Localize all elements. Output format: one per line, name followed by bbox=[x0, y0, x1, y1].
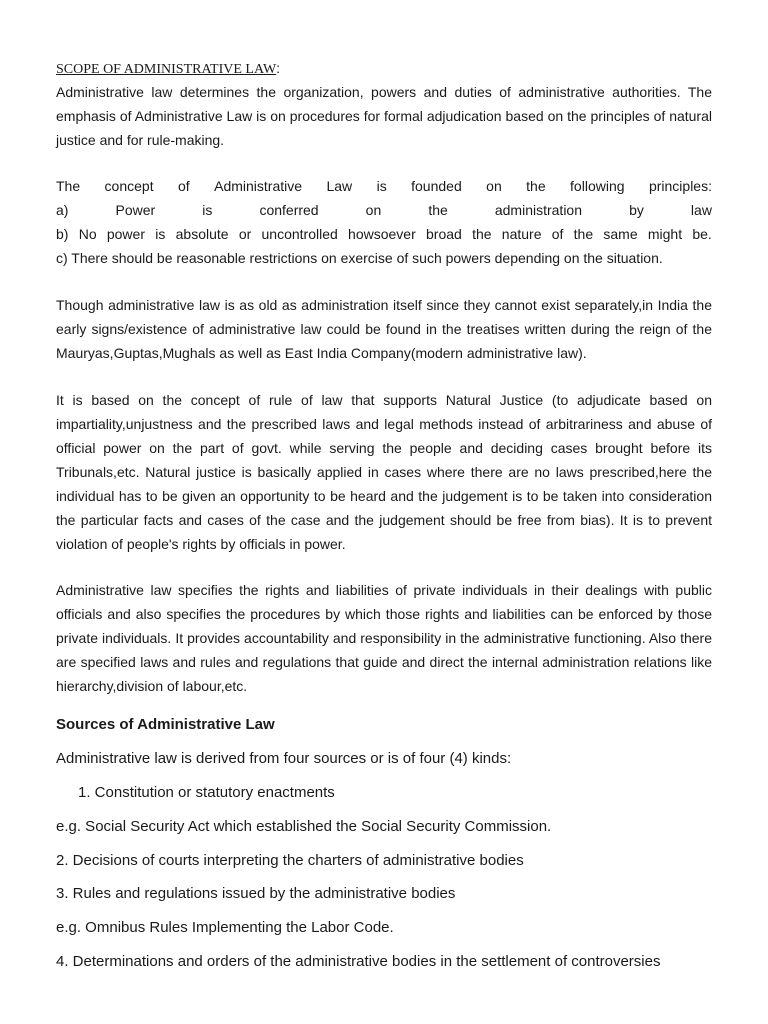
word: power bbox=[106, 226, 145, 242]
word: on bbox=[365, 202, 382, 218]
word: b) bbox=[56, 226, 69, 242]
source-item-2: 2. Decisions of courts interpreting the charters of administrative bodies bbox=[56, 852, 524, 869]
word: is bbox=[202, 202, 213, 218]
scope-title-line bbox=[56, 56, 712, 82]
word: by bbox=[629, 202, 644, 218]
word: Administrative bbox=[214, 178, 303, 194]
word: No bbox=[78, 226, 97, 242]
word: conferred bbox=[259, 202, 319, 218]
example-1: e.g. Social Security Act which established the Social Security Commission. bbox=[56, 818, 552, 835]
word: uncontrolled bbox=[261, 226, 338, 242]
sources-heading: Sources of Administrative Law bbox=[56, 716, 275, 733]
word: nature bbox=[501, 226, 542, 242]
word: The bbox=[56, 178, 81, 194]
word: the bbox=[526, 178, 546, 194]
word: founded bbox=[411, 178, 462, 194]
rights-liabilities-paragraph: Administrative law specifies the rights and liabilities of private individuals in their dealings with public officials and also specifies the procedures by which those rights and liabilities can be enforced by those private individuals. It provides accountability and responsibility in the administrative functioning. Also there are specified laws and rules and regulations that guide and direct the internal administration relations like hierarchy,division of labour,etc. bbox=[56, 582, 712, 694]
word: Law bbox=[326, 178, 353, 194]
word: the bbox=[428, 202, 448, 218]
word: law bbox=[690, 202, 712, 218]
word: following bbox=[570, 178, 625, 194]
word: might bbox=[647, 226, 683, 242]
word: broad bbox=[426, 226, 462, 242]
example-3: e.g. Omnibus Rules Implementing the Labor Code. bbox=[56, 919, 394, 936]
principles-intro-line bbox=[56, 174, 712, 198]
word: howsoever bbox=[348, 226, 416, 242]
word: the bbox=[472, 226, 492, 242]
principle-c: c) There should be reasonable restrictions on exercise of such powers depending on the situation. bbox=[56, 250, 663, 266]
sources-intro: Administrative law is derived from four sources or is of four (4) kinds: bbox=[56, 750, 512, 767]
word: is bbox=[376, 178, 387, 194]
word: same bbox=[603, 226, 638, 242]
word: a) bbox=[56, 202, 69, 218]
word: administration bbox=[494, 202, 582, 218]
scope-title-colon: : bbox=[276, 60, 281, 76]
history-paragraph: Though administrative law is as old as administration itself since they cannot exist separately,in India the early signs/existence of administrative law could be found in the treatises written during the reign of the Mauryas,Guptas,Mughals as well as East India Company(modern administrative law). bbox=[56, 297, 712, 361]
source-item-1: 1. Constitution or statutory enactments bbox=[78, 784, 335, 801]
scope-title: SCOPE OF ADMINISTRATIVE LAW bbox=[56, 62, 277, 77]
source-item-4: 4. Determinations and orders of the administrative bodies in the settlement of controversies bbox=[56, 953, 661, 970]
intro-paragraph: Administrative law determines the organization, powers and duties of administrative authorities. The emphasis of Administrative Law is on procedures for formal adjudication based on the principles of natural justice and for rule-making. bbox=[56, 84, 712, 148]
principle-b bbox=[56, 222, 712, 246]
word: is bbox=[155, 226, 166, 242]
word: Power bbox=[115, 202, 156, 218]
word: concept bbox=[104, 178, 154, 194]
source-item-3: 3. Rules and regulations issued by the administrative bodies bbox=[56, 885, 456, 902]
word: of bbox=[178, 178, 190, 194]
word: of bbox=[551, 226, 564, 242]
word: absolute bbox=[175, 226, 229, 242]
word: be. bbox=[692, 226, 712, 242]
word: on bbox=[486, 178, 502, 194]
word: principles: bbox=[648, 178, 712, 194]
word: or bbox=[238, 226, 252, 242]
word: the bbox=[573, 226, 594, 242]
natural-justice-paragraph: It is based on the concept of rule of law that supports Natural Justice (to adjudicate based on impartiality,unjustness and the prescribed laws and legal methods instead of arbitrariness and abuse of official power on the part of govt. while serving the people and deciding cases brought before its Tribunals,etc. Natural justice is basically applied in cases where there are no laws prescribed,here the individual has to be given an opportunity to be heard and the judgement is to be taken into consideration the particular facts and cases of the case and the judgement should be free from bias). It is to prevent violation of people's rights by officials in power. bbox=[56, 392, 712, 552]
principle-a bbox=[56, 198, 712, 222]
